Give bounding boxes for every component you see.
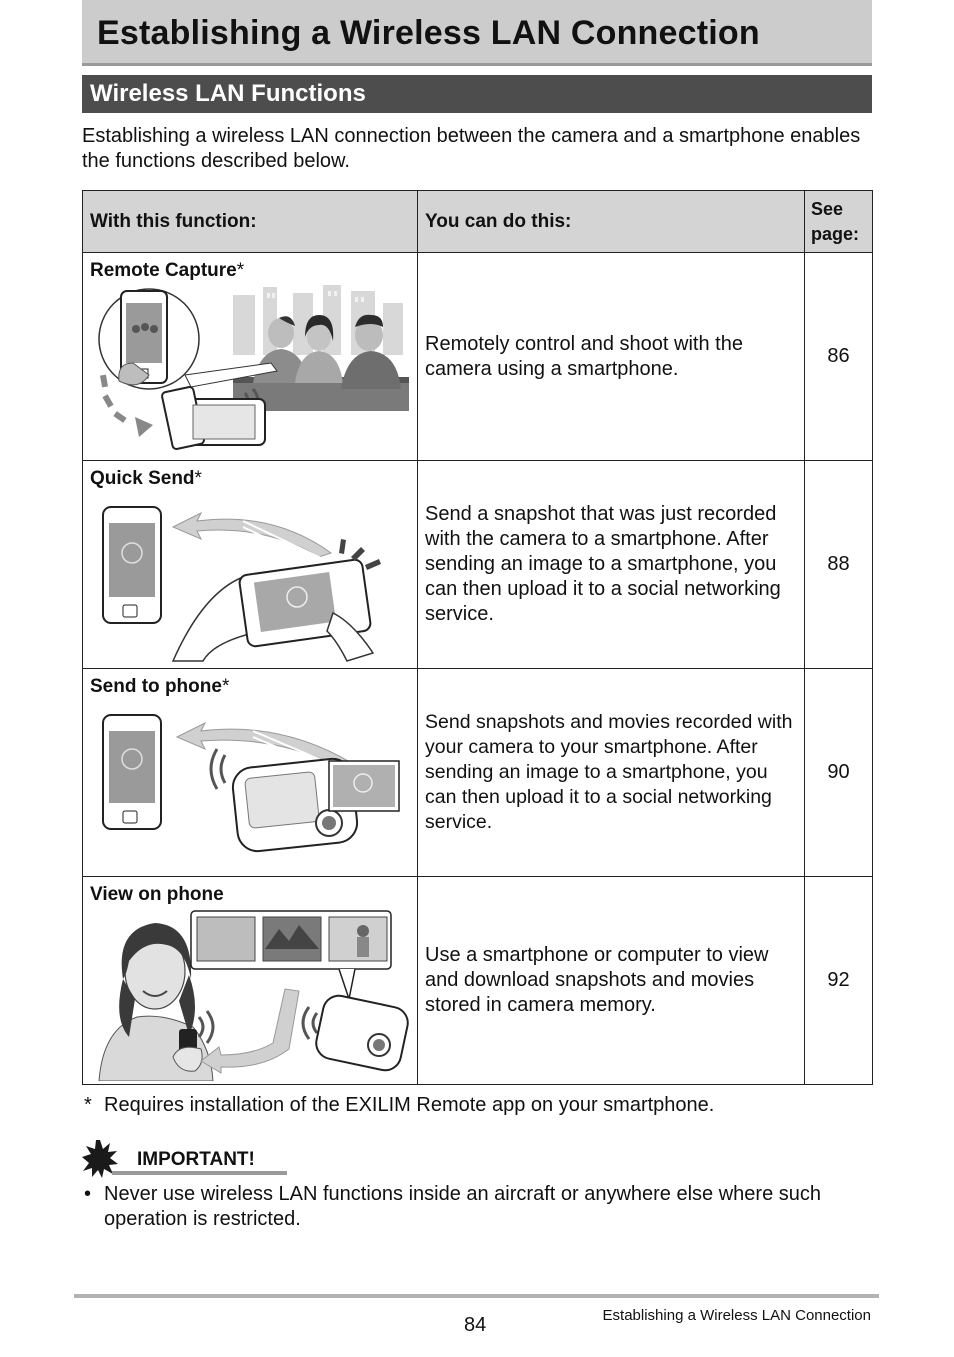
page-title: Establishing a Wireless LAN Connection [97, 14, 760, 52]
important-label: IMPORTANT! [137, 1149, 255, 1170]
important-heading [82, 1140, 287, 1178]
table-row [83, 877, 873, 1085]
description-cell: Remotely control and shoot with the camera using a smartphone. [418, 253, 805, 461]
important-item-text: Never use wireless LAN functions inside an aircraft or anywhere else where such operation is restricted. [104, 1183, 822, 1230]
footnote-mark: * [84, 1094, 92, 1116]
remote-capture-illustration [93, 285, 409, 457]
footnote-text: Requires installation of the EXILIM Remote app on your smartphone. [104, 1094, 715, 1116]
asterisk-mark: * [221, 676, 230, 697]
page-reference: 86 [805, 253, 873, 461]
function-name-text: View on phone [90, 884, 224, 905]
table-row [83, 669, 873, 877]
title-bar [82, 0, 872, 66]
header-page-line1: See [811, 198, 844, 219]
function-name-text: Remote Capture [90, 260, 237, 281]
header-function: With this function: [83, 191, 418, 253]
page-number: 84 [464, 1314, 487, 1336]
asterisk-mark: * [194, 468, 202, 489]
functions-table [82, 190, 873, 1085]
footer-rule [74, 1294, 879, 1298]
function-name-text: Send to phone [90, 676, 222, 697]
description-cell: Send a snapshot that was just recorded with the camera to a smartphone. After sending an image to a smartphone, you can then upload it to a social networking service. [418, 461, 805, 669]
function-name [90, 884, 224, 906]
bullet-mark: • [84, 1183, 92, 1205]
description-cell: Send snapshots and movies recorded with your camera to your smartphone. After sending an image to a smartphone, you can then upload it to a social networking service. [418, 669, 805, 877]
running-title: Establishing a Wireless LAN Connection [602, 1307, 871, 1324]
function-name [90, 468, 202, 490]
section-heading: Wireless LAN Functions [90, 80, 366, 107]
page-reference: 90 [805, 669, 873, 877]
important-item [84, 1182, 874, 1232]
view-on-phone-illustration [93, 909, 409, 1081]
function-cell [83, 669, 418, 877]
function-name-text: Quick Send [90, 468, 195, 489]
page-reference: 92 [805, 877, 873, 1085]
function-cell [83, 253, 418, 461]
table-row [83, 461, 873, 669]
footnote [84, 1094, 714, 1117]
description-cell: Use a smartphone or computer to view and download snapshots and movies stored in camera memory. [418, 877, 805, 1085]
function-name [90, 676, 229, 698]
header-page [805, 191, 873, 253]
section-bar [82, 75, 872, 113]
function-cell [83, 461, 418, 669]
asterisk-mark: * [236, 260, 245, 281]
header-page-line2: page: [811, 223, 860, 244]
header-action: You can do this: [418, 191, 805, 253]
send-to-phone-illustration [93, 701, 409, 873]
table-header-row [83, 191, 873, 253]
table-row [83, 253, 873, 461]
quick-send-illustration [93, 493, 409, 665]
function-cell [83, 877, 418, 1085]
important-underline [112, 1171, 287, 1175]
function-name [90, 260, 244, 282]
page-reference: 88 [805, 461, 873, 669]
intro-paragraph: Establishing a wireless LAN connection between the camera and a smartphone enables the functions described below. [82, 125, 861, 172]
